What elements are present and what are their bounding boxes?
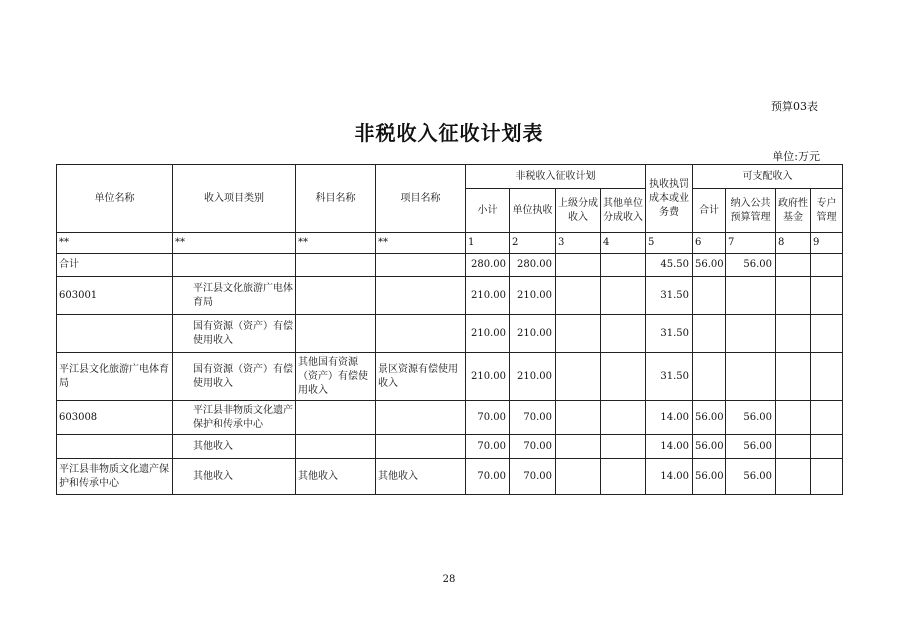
unit-collect-cell: 210.00 <box>510 353 556 401</box>
item-type-cell: 其他收入 <box>173 459 296 495</box>
table-row <box>57 254 843 277</box>
header-cost: 执收执罚成本或业务费 <box>646 165 693 233</box>
table-row <box>57 459 843 495</box>
other-share-cell <box>601 435 646 459</box>
unit-collect-cell: 70.00 <box>510 435 556 459</box>
gov-fund-cell <box>776 435 811 459</box>
item-name-cell <box>376 315 466 353</box>
header-special: 专户管理 <box>811 189 843 233</box>
subject-cell <box>296 435 376 459</box>
item-type-cell: 平江县文化旅游广电体育局 <box>173 277 296 315</box>
unit-name-cell: 603008 <box>57 401 173 435</box>
item-type-cell: 国有资源（资产）有偿使用收入 <box>173 353 296 401</box>
subtotal-cell: 210.00 <box>466 277 510 315</box>
code-cell: ** <box>173 233 296 254</box>
unit-name-cell <box>57 435 173 459</box>
code-cell: 5 <box>646 233 693 254</box>
upper-share-cell <box>556 401 601 435</box>
table-row <box>57 353 843 401</box>
item-type-cell: 其他收入 <box>173 435 296 459</box>
public-budget-cell: 56.00 <box>726 435 776 459</box>
header-upper-share: 上级分成收入 <box>556 189 601 233</box>
subject-cell <box>296 315 376 353</box>
cost-cell: 31.50 <box>646 353 693 401</box>
total-cell <box>693 277 726 315</box>
unit-collect-cell: 70.00 <box>510 401 556 435</box>
unit-collect-cell: 210.00 <box>510 315 556 353</box>
total-cell: 56.00 <box>693 435 726 459</box>
form-number: 预算03表 <box>771 100 818 113</box>
cost-cell: 14.00 <box>646 435 693 459</box>
item-type-cell: 国有资源（资产）有偿使用收入 <box>173 315 296 353</box>
gov-fund-cell <box>776 315 811 353</box>
code-cell: ** <box>376 233 466 254</box>
item-name-cell <box>376 277 466 315</box>
other-share-cell <box>601 459 646 495</box>
item-name-cell <box>376 435 466 459</box>
item-name-cell: 景区资源有偿使用收入 <box>376 353 466 401</box>
unit-name-cell: 603001 <box>57 277 173 315</box>
special-cell <box>811 459 843 495</box>
unit-label: 单位:万元 <box>772 150 820 163</box>
special-cell <box>811 401 843 435</box>
public-budget-cell: 56.00 <box>726 254 776 277</box>
table-row <box>57 435 843 459</box>
header-plan-group: 非税收入征收计划 <box>466 165 646 189</box>
subtotal-cell: 70.00 <box>466 459 510 495</box>
page-title: 非税收入征收计划表 <box>354 121 544 145</box>
code-cell: ** <box>296 233 376 254</box>
unit-collect-cell: 280.00 <box>510 254 556 277</box>
revenue-plan-table <box>56 164 843 495</box>
gov-fund-cell <box>776 254 811 277</box>
code-cell: ** <box>57 233 173 254</box>
special-cell <box>811 254 843 277</box>
gov-fund-cell <box>776 353 811 401</box>
upper-share-cell <box>556 277 601 315</box>
gov-fund-cell <box>776 401 811 435</box>
subtotal-cell: 70.00 <box>466 435 510 459</box>
header-available-group: 可支配收入 <box>693 165 843 189</box>
total-cell <box>693 315 726 353</box>
header-item-name: 项目名称 <box>376 165 466 233</box>
total-cell: 56.00 <box>693 401 726 435</box>
special-cell <box>811 277 843 315</box>
cost-cell: 31.50 <box>646 277 693 315</box>
header-unit-name: 单位名称 <box>57 165 173 233</box>
other-share-cell <box>601 401 646 435</box>
unit-name-cell: 平江县非物质文化遗产保护和传承中心 <box>57 459 173 495</box>
cost-cell: 31.50 <box>646 315 693 353</box>
header-other-share: 其他单位分成收入 <box>601 189 646 233</box>
total-cell: 56.00 <box>693 459 726 495</box>
upper-share-cell <box>556 353 601 401</box>
cost-cell: 45.50 <box>646 254 693 277</box>
special-cell <box>811 315 843 353</box>
item-name-cell: 其他收入 <box>376 459 466 495</box>
gov-fund-cell <box>776 459 811 495</box>
item-type-cell <box>173 254 296 277</box>
code-cell: 8 <box>776 233 811 254</box>
subject-cell <box>296 254 376 277</box>
code-cell: 1 <box>466 233 510 254</box>
header-gov-fund: 政府性基金 <box>776 189 811 233</box>
subtotal-cell: 280.00 <box>466 254 510 277</box>
cost-cell: 14.00 <box>646 459 693 495</box>
header-public-budget: 纳入公共预算管理 <box>726 189 776 233</box>
gov-fund-cell <box>776 277 811 315</box>
code-cell: 4 <box>601 233 646 254</box>
header-unit-collect: 单位执收 <box>510 189 556 233</box>
unit-name-cell: 平江县文化旅游广电体育局 <box>57 353 173 401</box>
item-type-cell: 平江县非物质文化遗产保护和传承中心 <box>173 401 296 435</box>
public-budget-cell <box>726 315 776 353</box>
unit-name-cell: 合计 <box>57 254 173 277</box>
subtotal-cell: 70.00 <box>466 401 510 435</box>
subject-cell <box>296 277 376 315</box>
other-share-cell <box>601 254 646 277</box>
code-cell: 6 <box>693 233 726 254</box>
unit-collect-cell: 210.00 <box>510 277 556 315</box>
upper-share-cell <box>556 435 601 459</box>
public-budget-cell <box>726 353 776 401</box>
cost-cell: 14.00 <box>646 401 693 435</box>
subject-cell: 其他国有资源（资产）有偿使用收入 <box>296 353 376 401</box>
header-subject: 科目名称 <box>296 165 376 233</box>
total-cell: 56.00 <box>693 254 726 277</box>
total-cell <box>693 353 726 401</box>
table-row <box>57 277 843 315</box>
upper-share-cell <box>556 254 601 277</box>
item-name-cell <box>376 254 466 277</box>
upper-share-cell <box>556 315 601 353</box>
unit-name-cell <box>57 315 173 353</box>
code-cell: 9 <box>811 233 843 254</box>
public-budget-cell <box>726 277 776 315</box>
upper-share-cell <box>556 459 601 495</box>
code-cell: 2 <box>510 233 556 254</box>
unit-collect-cell: 70.00 <box>510 459 556 495</box>
special-cell <box>811 435 843 459</box>
subtotal-cell: 210.00 <box>466 353 510 401</box>
subject-cell <box>296 401 376 435</box>
other-share-cell <box>601 315 646 353</box>
other-share-cell <box>601 277 646 315</box>
header-total: 合计 <box>693 189 726 233</box>
other-share-cell <box>601 353 646 401</box>
public-budget-cell: 56.00 <box>726 459 776 495</box>
table-row <box>57 401 843 435</box>
header-subtotal: 小计 <box>466 189 510 233</box>
code-cell: 7 <box>726 233 776 254</box>
subject-cell: 其他收入 <box>296 459 376 495</box>
code-cell: 3 <box>556 233 601 254</box>
item-name-cell <box>376 401 466 435</box>
code-row <box>57 233 843 254</box>
header-item-type: 收入项目类别 <box>173 165 296 233</box>
public-budget-cell: 56.00 <box>726 401 776 435</box>
page-number: 28 <box>442 574 456 585</box>
special-cell <box>811 353 843 401</box>
subtotal-cell: 210.00 <box>466 315 510 353</box>
table-row <box>57 315 843 353</box>
